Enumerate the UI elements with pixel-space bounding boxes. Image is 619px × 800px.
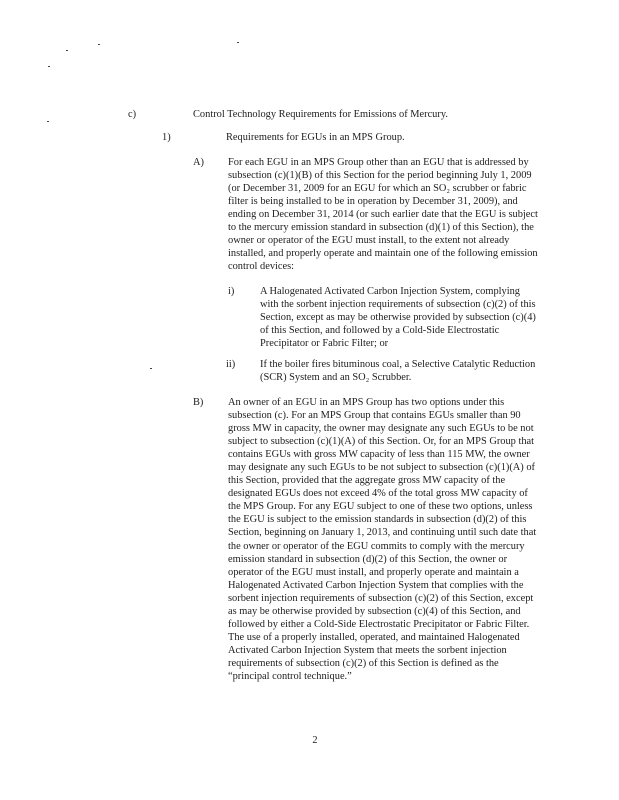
text-line: Activated Carbon Injection System that meets the sorbent injection [228, 644, 507, 656]
text-line: followed by either a Cold-Side Electrostatic Precipitator or Fabric Filter. [228, 618, 530, 630]
paragraph-a-label: A) [193, 157, 204, 168]
scan-speck [150, 368, 152, 369]
text-line: installed, and properly operate and maintain one of the following emission [228, 248, 538, 260]
subsection-heading: Requirements for EGUs in an MPS Group. [226, 132, 405, 143]
text-line: If the boiler fires bituminous coal, a Selective Catalytic Reduction [260, 359, 536, 370]
text-line: of this Section, and followed by a Cold-Side Electrostatic [260, 325, 500, 337]
text-line: Precipitator or Fabric Filter; or [260, 338, 389, 350]
section-heading: Control Technology Requirements for Emissions of Mercury. [193, 109, 448, 120]
text-line: with the sorbent injection requirements of subsection (c)(2) of this [260, 299, 536, 311]
text-line: Section, except as may be otherwise provided by subsection (c)(4) [260, 312, 536, 324]
item-i-label: i) [228, 286, 235, 297]
text-line: emission standard in subsection (d)(2) of this Section, the owner or [228, 553, 508, 565]
text-line: subsection (c)(1)(B) of this Section for the period beginning July 1, 2009 [228, 170, 532, 182]
section-label: c) [128, 109, 137, 120]
text-line: subsection (c). For an MPS Group that contains EGUs smaller than 90 [228, 410, 521, 422]
text-line: The use of a properly installed, operated, and maintained Halogenated [228, 631, 520, 643]
text-line: contains EGUs with gross MW capacity of less than 115 MW, the owner [228, 449, 530, 461]
scan-speck [48, 66, 50, 67]
text-line: An owner of an EGU in an MPS Group has two options under this [228, 397, 505, 408]
paragraph-b-text [228, 396, 558, 683]
text-line: as may be otherwise provided by subsection (c)(4) of this Section, and [228, 605, 521, 617]
paragraph-b-label: B) [193, 397, 204, 408]
scan-speck [47, 121, 49, 122]
text-line: ending on December 31, 2014 (or such earlier date that the EGU is subject [228, 209, 538, 221]
text-line: control devices: [228, 261, 295, 273]
paragraph-a-text [228, 156, 558, 273]
text-line: filter is being installed to be in operation by December 31, 2009), and [228, 196, 518, 208]
text-line: sorbent injection requirements of subsection (c)(2) of this Section, except [228, 592, 534, 604]
text-line: subject to subsection (c)(1)(A) of this Section. Or, for an MPS Group that [228, 436, 535, 448]
text-line: requirements of subsection (c)(2) of this Section is defined as the [228, 657, 499, 669]
subsection-label: 1) [162, 132, 171, 143]
text-line: designated EGUs does not exceed 4% of the total gross MW capacity of [228, 488, 528, 500]
scan-speck [66, 50, 68, 51]
text-line: “principal control technique.” [228, 670, 352, 682]
item-i-text [260, 285, 560, 350]
text-line: the MPS Group. For any EGU subject to one of these two options, unless [228, 501, 533, 513]
page-number: 2 [312, 735, 318, 746]
text-line: (or December 31, 2009 for an EGU for which an SO₂ scrubber or fabric [228, 183, 527, 195]
text-line: the owner or operator of the EGU commits to comply with the mercury [228, 540, 525, 552]
text-line: (SCR) System and an SO₂ Scrubber. [260, 372, 412, 384]
text-line: gross MW in capacity, the owner may designate any such EGUs to be not [228, 423, 534, 435]
scan-speck [237, 42, 239, 43]
item-ii-label: ii) [226, 359, 236, 370]
text-line: For each EGU in an MPS Group other than an EGU that is addressed by [228, 157, 529, 168]
text-line: A Halogenated Activated Carbon Injection System, complying [260, 286, 520, 297]
text-line: the EGU is subject to the emission standards in subsection (d)(2) of this [228, 514, 527, 526]
text-line: owner or operator of the EGU must install, to the extent not already [228, 235, 510, 247]
item-ii-text [260, 358, 560, 384]
scan-speck [98, 44, 100, 45]
text-line: may designate any such EGUs to be not subject to subsection (c)(1)(A) of [228, 462, 536, 474]
text-line: Section, beginning on January 1, 2013, and continuing until such date that [228, 527, 537, 539]
text-line: operator of the EGU must install, and properly operate and maintain a [228, 566, 519, 578]
text-line: Halogenated Activated Carbon Injection System that complies with the [228, 579, 524, 591]
text-line: to the mercury emission standard in subsection (d)(1) of this Section), the [228, 222, 534, 234]
text-line: this Section, provided that the aggregate gross MW capacity of the [228, 475, 506, 487]
